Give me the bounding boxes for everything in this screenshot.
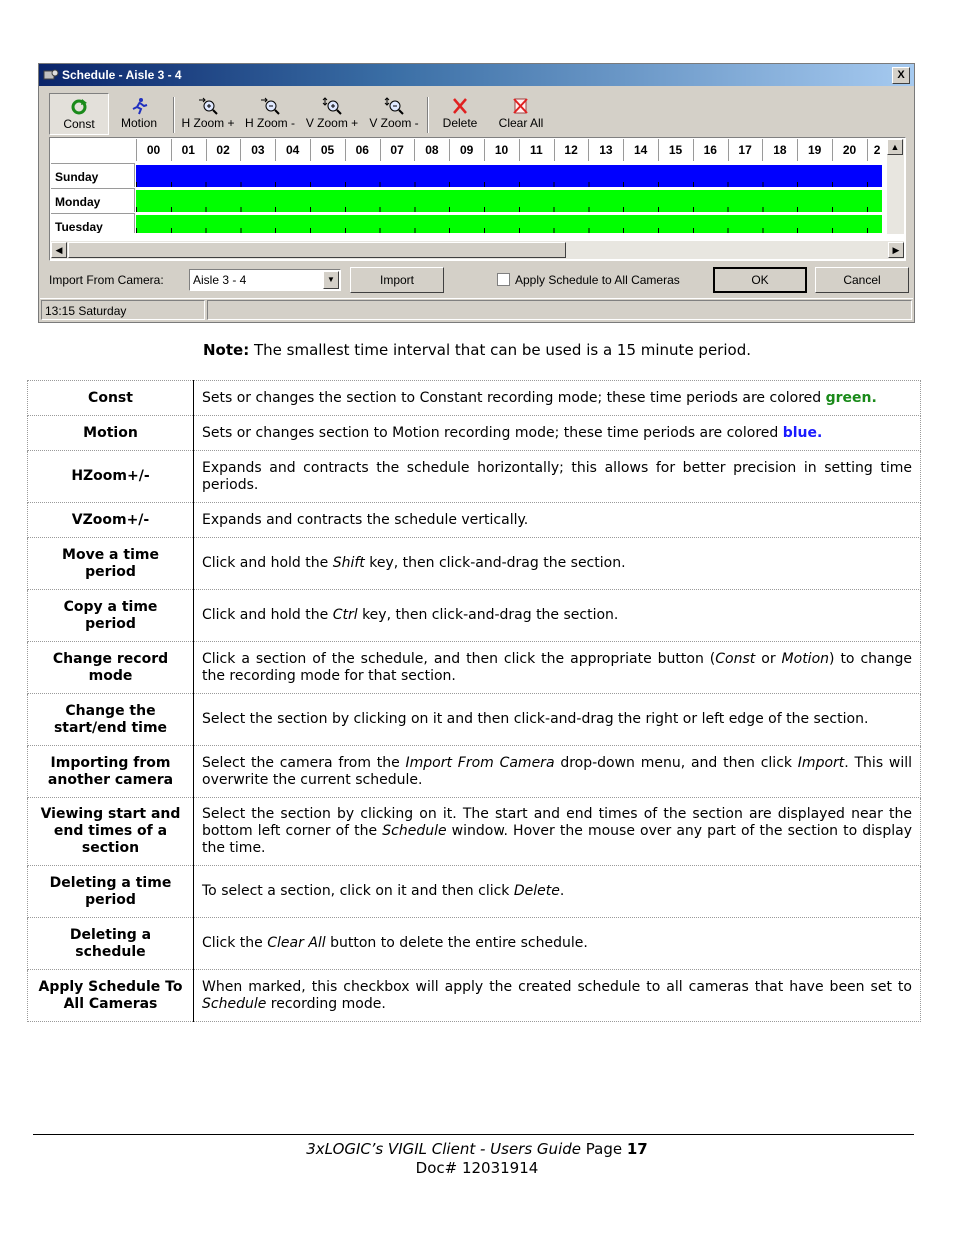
table-row xyxy=(28,970,921,1022)
emphasis-text: Schedule xyxy=(382,823,447,839)
day-label-monday: Monday xyxy=(51,188,135,212)
description-text: green xyxy=(825,389,872,406)
description-cell xyxy=(194,381,921,416)
description-cell xyxy=(194,451,921,503)
camera-select-value: Aisle 3 - 4 xyxy=(193,273,247,287)
description-text: . xyxy=(559,883,565,899)
description-text: Expands and contracts the schedule horizontally; this allows for better precision in setting time periods. xyxy=(202,459,912,493)
description-text: Sets or changes the section to Constant recording mode; these time periods are colored xyxy=(202,389,826,406)
delete-x-icon xyxy=(450,97,470,115)
table-row xyxy=(28,642,921,694)
description-text: Click and hold the xyxy=(202,607,333,623)
hour-label: 03 xyxy=(240,139,274,161)
description-text: Click the xyxy=(202,935,268,951)
camera-select[interactable] xyxy=(189,269,341,291)
description-text: Select the camera from the xyxy=(202,754,406,771)
description-text: . xyxy=(871,389,877,406)
hour-label: 14 xyxy=(623,139,657,161)
h-zoom-in-label: H Zoom + xyxy=(181,116,235,130)
term-cell: Viewing start and end times of a section xyxy=(28,798,194,866)
page-number: 17 xyxy=(626,1140,648,1158)
term-cell: Copy a time period xyxy=(28,590,194,642)
table-row xyxy=(28,694,921,746)
close-button[interactable]: X xyxy=(892,67,910,84)
emphasis-text: Import From Camera xyxy=(405,754,555,771)
v-zoom-out-label: V Zoom - xyxy=(369,116,419,130)
hour-label: 12 xyxy=(554,139,588,161)
hour-label: 07 xyxy=(380,139,414,161)
note xyxy=(0,341,954,359)
description-cell xyxy=(194,416,921,451)
day-label-tuesday: Tuesday xyxy=(51,213,135,233)
import-from-camera-label: Import From Camera: xyxy=(49,273,164,287)
app-icon xyxy=(43,67,59,83)
page-word: Page xyxy=(580,1140,627,1158)
delete-button[interactable] xyxy=(433,93,487,135)
table-row xyxy=(28,416,921,451)
schedule-bar-monday[interactable] xyxy=(136,190,882,212)
description-text: key, then click-and-drag the section. xyxy=(357,607,619,623)
h-zoom-out-icon xyxy=(260,97,280,115)
table-row xyxy=(28,451,921,503)
hour-label: 16 xyxy=(693,139,727,161)
description-text: . This will overwrite the current schedule. xyxy=(202,754,913,788)
description-cell xyxy=(194,918,921,970)
hour-label: 04 xyxy=(275,139,309,161)
table-row xyxy=(28,538,921,590)
status-empty-pane xyxy=(207,300,912,320)
vertical-scrollbar[interactable] xyxy=(887,139,904,234)
status-time: 13:15 Saturday xyxy=(41,300,205,320)
term-cell: Motion xyxy=(28,416,194,451)
hour-label: 17 xyxy=(728,139,762,161)
description-text: When marked, this checkbox will apply the created schedule to all cameras that have been set to xyxy=(202,978,912,995)
schedule-grid[interactable] xyxy=(49,137,906,261)
v-zoom-in-label: V Zoom + xyxy=(305,116,359,130)
import-button[interactable]: Import xyxy=(350,267,444,293)
description-text: Click and hold the xyxy=(202,555,333,571)
description-text: or xyxy=(755,650,782,667)
description-cell xyxy=(194,503,921,538)
emphasis-text: Schedule xyxy=(202,995,267,1012)
footer-rule xyxy=(33,1134,914,1135)
doc-title: 3xLOGIC’s VIGIL Client - Users Guide xyxy=(306,1140,581,1158)
term-cell: Change record mode xyxy=(28,642,194,694)
hour-label: 02 xyxy=(206,139,240,161)
emphasis-text: Shift xyxy=(332,555,365,571)
v-zoom-out-button[interactable] xyxy=(365,93,423,135)
scroll-right-icon[interactable]: ▶ xyxy=(888,242,904,258)
clear-all-icon xyxy=(511,97,531,115)
schedule-window xyxy=(38,63,915,323)
horizontal-scrollbar[interactable] xyxy=(51,241,904,259)
chevron-down-icon[interactable]: ▼ xyxy=(323,271,339,289)
cancel-button[interactable]: Cancel xyxy=(815,267,909,293)
h-zoom-in-icon xyxy=(198,97,218,115)
doc-number: Doc# 12031914 xyxy=(415,1159,539,1177)
const-button[interactable] xyxy=(49,93,109,135)
v-zoom-in-button[interactable] xyxy=(303,93,361,135)
hour-label: 10 xyxy=(484,139,518,161)
h-zoom-out-button[interactable] xyxy=(241,93,299,135)
window-title: Schedule - Aisle 3 - 4 xyxy=(62,68,182,82)
emphasis-text: Const xyxy=(715,650,756,667)
hour-label: 06 xyxy=(345,139,379,161)
note-text: The smallest time interval that can be used is a 15 minute period. xyxy=(249,341,751,359)
description-text: button to delete the entire schedule. xyxy=(325,935,588,951)
term-cell: Move a time period xyxy=(28,538,194,590)
description-cell xyxy=(194,798,921,866)
clear-all-button[interactable] xyxy=(493,93,549,135)
table-row xyxy=(28,798,921,866)
description-text: Sets or changes section to Motion recording mode; these time periods are colored xyxy=(202,424,783,441)
hour-label: 11 xyxy=(519,139,553,161)
hour-label: 01 xyxy=(171,139,205,161)
schedule-bar-sunday[interactable] xyxy=(136,165,882,187)
apply-all-checkbox[interactable] xyxy=(497,273,510,286)
description-text: To select a section, click on it and then click xyxy=(202,883,514,899)
delete-label: Delete xyxy=(442,116,478,130)
hour-label: 05 xyxy=(310,139,344,161)
emphasis-text: Delete xyxy=(513,883,560,899)
description-cell xyxy=(194,970,921,1022)
term-cell: Apply Schedule To All Cameras xyxy=(28,970,194,1022)
table-row xyxy=(28,918,921,970)
table-row xyxy=(28,590,921,642)
description-text: drop-down menu, and then click xyxy=(554,754,798,771)
scroll-left-icon[interactable]: ◀ xyxy=(51,242,67,258)
table-row xyxy=(28,381,921,416)
table-row xyxy=(28,866,921,918)
const-label: Const xyxy=(63,117,95,131)
description-text: Select the section by clicking on it. The start and end times of the section are displayed near the bottom left corner of the xyxy=(202,806,912,839)
horizontal-scroll-thumb[interactable] xyxy=(68,242,566,258)
hour-header xyxy=(136,139,896,161)
description-text: blue. xyxy=(782,424,823,441)
hour-label: 09 xyxy=(449,139,483,161)
description-cell xyxy=(194,538,921,590)
hour-label: 08 xyxy=(414,139,448,161)
term-cell: Deleting a time period xyxy=(28,866,194,918)
v-zoom-in-icon xyxy=(322,97,342,115)
description-text: Click a section of the schedule, and then click the appropriate button ( xyxy=(202,650,716,667)
description-cell xyxy=(194,746,921,798)
term-cell: Change the start/end time xyxy=(28,694,194,746)
h-zoom-in-button[interactable] xyxy=(179,93,237,135)
toolbar-separator xyxy=(173,97,175,133)
table-row xyxy=(28,746,921,798)
description-cell xyxy=(194,590,921,642)
note-label: Note: xyxy=(203,341,250,359)
toolbar-separator xyxy=(427,97,429,133)
hour-label: 18 xyxy=(762,139,796,161)
hour-label: 20 xyxy=(832,139,866,161)
emphasis-text: Import xyxy=(797,754,845,771)
motion-label: Motion xyxy=(120,116,158,130)
hour-label: 2 xyxy=(867,139,883,161)
hour-label: 15 xyxy=(658,139,692,161)
term-cell: HZoom+/- xyxy=(28,451,194,503)
hour-label: 00 xyxy=(136,139,170,161)
description-cell xyxy=(194,694,921,746)
apply-all-checkbox-row[interactable] xyxy=(497,273,680,287)
page-footer xyxy=(0,1140,954,1178)
feature-table xyxy=(27,380,921,1022)
toolbar xyxy=(49,93,589,135)
table-row xyxy=(28,503,921,538)
hour-label: 19 xyxy=(797,139,831,161)
description-text: ) to change the recording mode for that section. xyxy=(202,650,912,684)
ok-button[interactable]: OK xyxy=(713,267,807,293)
description-text: window. Hover the mouse over any part of the section to display the time. xyxy=(202,823,912,856)
description-text: key, then click-and-drag the section. xyxy=(364,555,626,571)
scroll-up-icon[interactable]: ▲ xyxy=(887,139,903,155)
term-cell: VZoom+/- xyxy=(28,503,194,538)
schedule-bar-tuesday[interactable] xyxy=(136,215,882,233)
apply-all-label: Apply Schedule to All Cameras xyxy=(515,273,680,287)
description-text: recording mode. xyxy=(266,995,386,1012)
term-cell: Importing from another camera xyxy=(28,746,194,798)
term-cell: Const xyxy=(28,381,194,416)
day-label-sunday: Sunday xyxy=(51,163,135,187)
emphasis-text: Clear All xyxy=(267,935,326,951)
title-bar xyxy=(39,64,914,86)
description-cell xyxy=(194,866,921,918)
v-zoom-out-icon xyxy=(384,97,404,115)
clear-all-label: Clear All xyxy=(498,116,544,130)
hour-label: 13 xyxy=(588,139,622,161)
h-zoom-out-label: H Zoom - xyxy=(244,116,295,130)
emphasis-text: Motion xyxy=(781,650,830,667)
emphasis-text: Ctrl xyxy=(332,607,358,623)
refresh-icon xyxy=(69,98,89,116)
status-bar xyxy=(40,298,913,321)
description-text: Select the section by clicking on it and then click-and-drag the right or left edge of the section. xyxy=(202,711,869,727)
description-cell xyxy=(194,642,921,694)
description-text: Expands and contracts the schedule vertically. xyxy=(202,511,529,528)
term-cell: Deleting a schedule xyxy=(28,918,194,970)
motion-button[interactable] xyxy=(113,93,165,135)
running-man-icon xyxy=(129,97,149,115)
